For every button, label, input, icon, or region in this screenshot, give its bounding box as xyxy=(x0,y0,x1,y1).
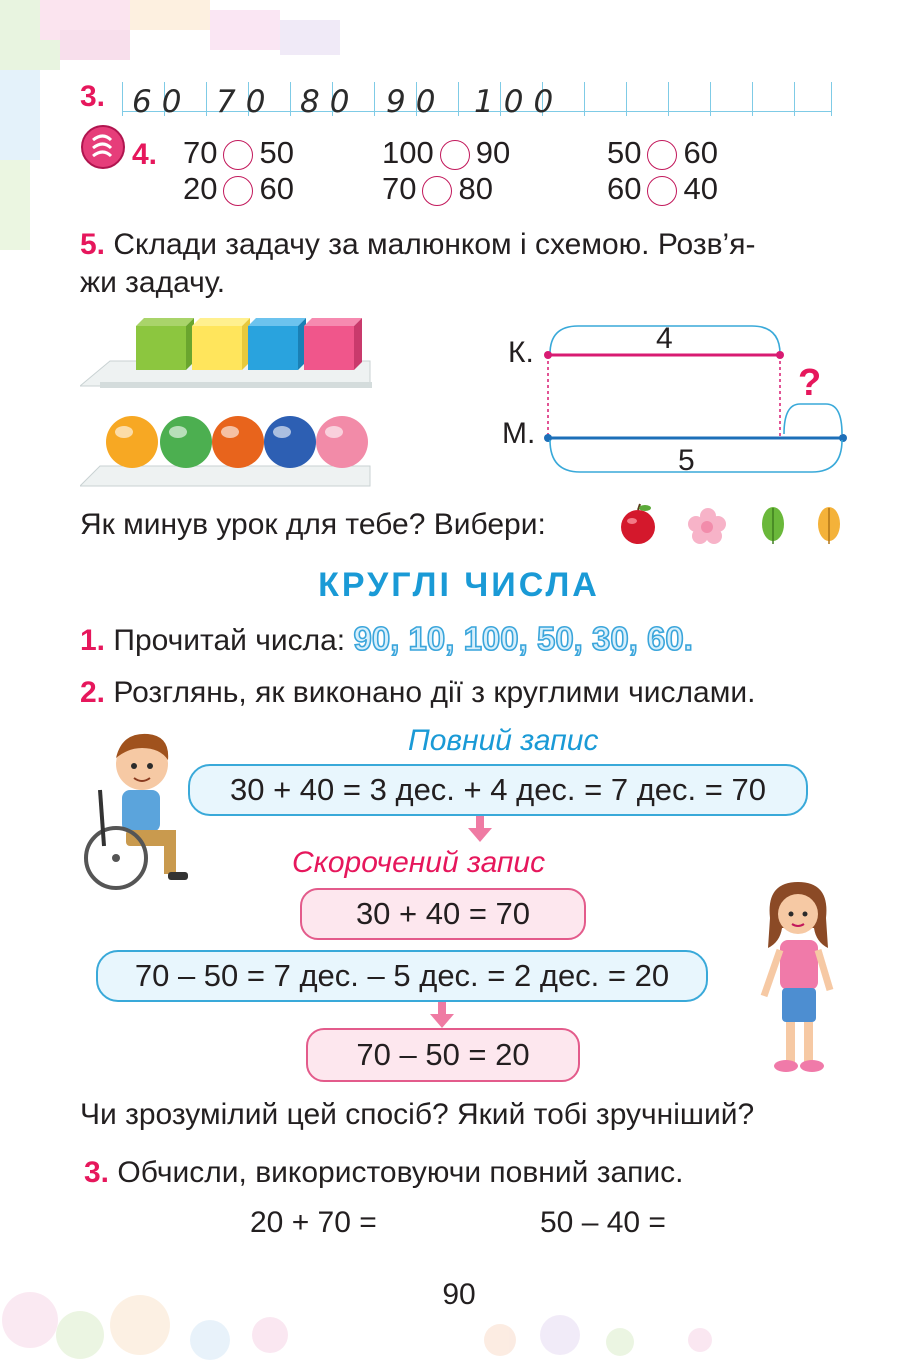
down-arrow-icon xyxy=(430,1002,454,1030)
r3-expression-2: 50 – 40 = xyxy=(540,1206,666,1239)
r2-text: Розглянь, як виконано дії з круглими числами. xyxy=(113,676,756,709)
ball-orange-icon xyxy=(106,416,158,468)
flower-icon[interactable] xyxy=(688,508,726,544)
r1-number: 1. xyxy=(80,624,106,657)
comparison xyxy=(382,171,493,207)
comparison-left: 70 xyxy=(183,135,218,170)
r3-expression-1: 20 + 70 = xyxy=(250,1206,377,1239)
r1-text: Прочитай числа: xyxy=(113,624,346,657)
comparison xyxy=(607,135,718,171)
boy-in-wheelchair-illustration xyxy=(82,726,196,896)
comparison xyxy=(607,171,718,207)
comparison-left: 20 xyxy=(183,171,218,206)
ball-green-icon xyxy=(160,416,212,468)
ball-red-orange-icon xyxy=(212,416,264,468)
r3-number: 3. xyxy=(84,1156,110,1189)
sequence-value: 90 xyxy=(386,84,446,120)
method-question: Чи зрозумілий цей спосіб? Який тобі зручніший? xyxy=(80,1098,755,1131)
full-record-box-1: 30 + 40 = 3 дес. + 4 дес. = 7 дес. = 70 xyxy=(188,764,808,816)
comparison-circle[interactable] xyxy=(647,176,677,206)
page-number: 90 xyxy=(442,1278,476,1311)
down-arrow-icon xyxy=(468,816,492,844)
comparison-left: 70 xyxy=(382,171,417,206)
r2-line xyxy=(80,676,755,710)
cube-yellow-icon xyxy=(192,318,250,370)
scheme-value-m: 5 xyxy=(678,444,695,477)
ex5-line2: жи задачу. xyxy=(80,266,226,299)
r1-line xyxy=(80,620,693,658)
ex5-text: Склади задачу за малюнком і схемою. Розв’я- xyxy=(113,228,756,261)
comparison-circle[interactable] xyxy=(647,140,677,170)
scheme-question: ? xyxy=(798,362,822,404)
ex4-number: 4. xyxy=(132,138,158,171)
comparison-right: 60 xyxy=(683,135,718,170)
comparison xyxy=(183,135,294,171)
sequence-value: 100 xyxy=(474,84,564,120)
ball-blue-icon xyxy=(264,416,316,468)
comparison-right: 60 xyxy=(259,171,294,206)
scheme-label-k: К. xyxy=(508,336,534,369)
sequence-value: 60 xyxy=(132,84,192,120)
r2-number: 2. xyxy=(80,676,106,709)
cube-pink-icon xyxy=(304,318,362,370)
ex3-number: 3. xyxy=(80,80,106,113)
cube-blue-icon xyxy=(248,318,306,370)
decorative-corner-pattern xyxy=(0,0,360,260)
comparison-circle[interactable] xyxy=(223,140,253,170)
green-leaf-icon[interactable] xyxy=(762,507,784,544)
comparison xyxy=(183,171,294,207)
comparison-circle[interactable] xyxy=(223,176,253,206)
comparison-left: 50 xyxy=(607,135,642,170)
yellow-leaf-icon[interactable] xyxy=(818,507,840,544)
comparison-right: 40 xyxy=(683,171,718,206)
r1-numbers: 90, 10, 100, 50, 30, 60. xyxy=(353,620,693,657)
r3-line xyxy=(84,1156,684,1190)
reflection-options xyxy=(616,502,856,548)
sequence-value: 80 xyxy=(300,84,360,120)
short-record-label: Скорочений запис xyxy=(292,846,546,879)
comparison-left: 60 xyxy=(607,171,642,206)
full-record-box-2: 70 – 50 = 7 дес. – 5 дес. = 2 дес. = 20 xyxy=(96,950,708,1002)
reflection-text: Як минув урок для тебе? Вибери: xyxy=(80,508,546,541)
r3-text: Обчисли, використовуючи повний запис. xyxy=(117,1156,684,1189)
cube-green-icon xyxy=(136,318,194,370)
girl-illustration xyxy=(756,878,840,1078)
comparison-right: 80 xyxy=(458,171,493,206)
sequence-value: 70 xyxy=(216,84,276,120)
scheme-label-m: М. xyxy=(502,417,536,450)
comparison-left: 100 xyxy=(382,135,434,170)
full-record-label: Повний запис xyxy=(408,724,599,757)
comparison xyxy=(382,135,510,171)
comparison-circle[interactable] xyxy=(422,176,452,206)
ex5-number: 5. xyxy=(80,228,106,261)
cubes-and-balls-illustration xyxy=(80,316,380,492)
ex5-line1 xyxy=(80,228,755,262)
comparison-right: 90 xyxy=(475,135,511,170)
pair-work-icon xyxy=(80,124,126,170)
comparison-circle[interactable] xyxy=(440,140,470,170)
comparison-right: 50 xyxy=(259,135,294,170)
short-record-box-2: 70 – 50 = 20 xyxy=(306,1028,580,1082)
short-record-box-1: 30 + 40 = 70 xyxy=(300,888,586,940)
scheme-value-k: 4 xyxy=(656,322,673,355)
apple-icon[interactable] xyxy=(621,504,655,544)
section-title: КРУГЛІ ЧИСЛА xyxy=(318,566,600,604)
ball-pink-icon xyxy=(316,416,368,468)
